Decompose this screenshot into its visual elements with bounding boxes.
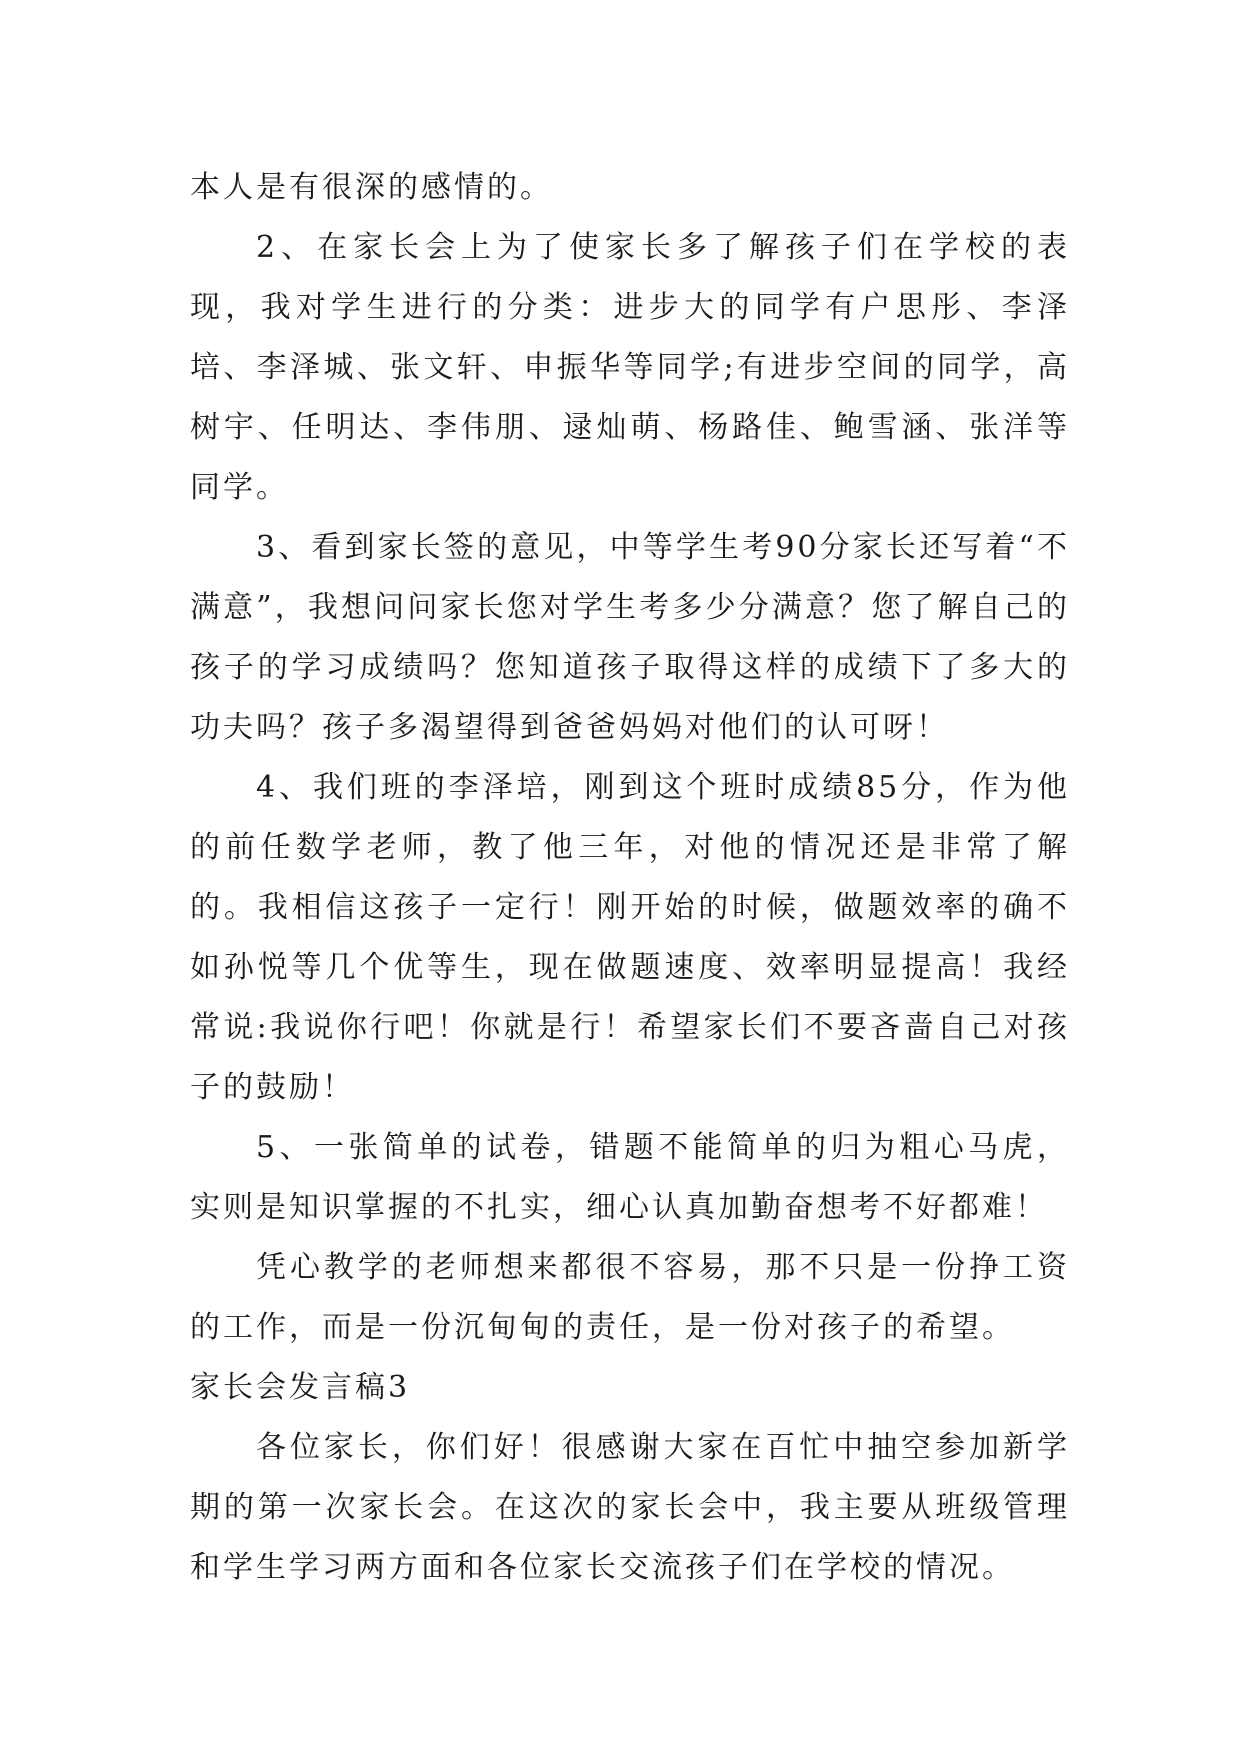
paragraph-greeting: 各位家长，你们好！很感谢大家在百忙中抽空参加新学期的第一次家长会。在这次的家长会中，我主要从班级管理和学生学习两方面和各位家长交流孩子们在学校的情况。 (190, 1430, 1070, 1585)
paragraph-item-2: 2、在家长会上为了使家长多了解孩子们在学校的表现，我对学生进行的分类：进步大的同学有户思彤、李泽培、李泽城、张文轩、申振华等同学;有进步空间的同学，高树宇、任明达、李伟朋、逯灿萌、杨路佳、鲍雪涵、张洋等同学。 (190, 230, 1070, 505)
paragraph-intro-tail: 本人是有很深的感情的。 (190, 170, 553, 205)
paragraph-closing: 凭心教学的老师想来都很不容易，那不只是一份挣工资的工作，而是一份沉甸甸的责任，是一份对孩子的希望。 (190, 1250, 1070, 1345)
document-body (190, 158, 1070, 1598)
paragraph-item-3: 3、看到家长签的意见，中等学生考90分家长还写着“不满意”，我想问问家长您对学生考多少分满意？您了解自己的孩子的学习成绩吗？您知道孩子取得这样的成绩下了多大的功夫吗？孩子多渴望得到爸爸妈妈对他们的认可呀！ (190, 530, 1070, 745)
paragraph-item-5: 5、一张简单的试卷，错题不能简单的归为粗心马虎，实则是知识掌握的不扎实，细心认真加勤奋想考不好都难！ (190, 1130, 1070, 1225)
paragraph-item-4: 4、我们班的李泽培，刚到这个班时成绩85分，作为他的前任数学老师，教了他三年，对他的情况还是非常了解的。我相信这孩子一定行！刚开始的时候，做题效率的确不如孙悦等几个优等生，现在做题速度、效率明显提高！我经常说:我说你行吧！你就是行！希望家长们不要吝啬自己对孩子的鼓励！ (190, 770, 1070, 1105)
section-heading: 家长会发言稿3 (190, 1370, 411, 1405)
